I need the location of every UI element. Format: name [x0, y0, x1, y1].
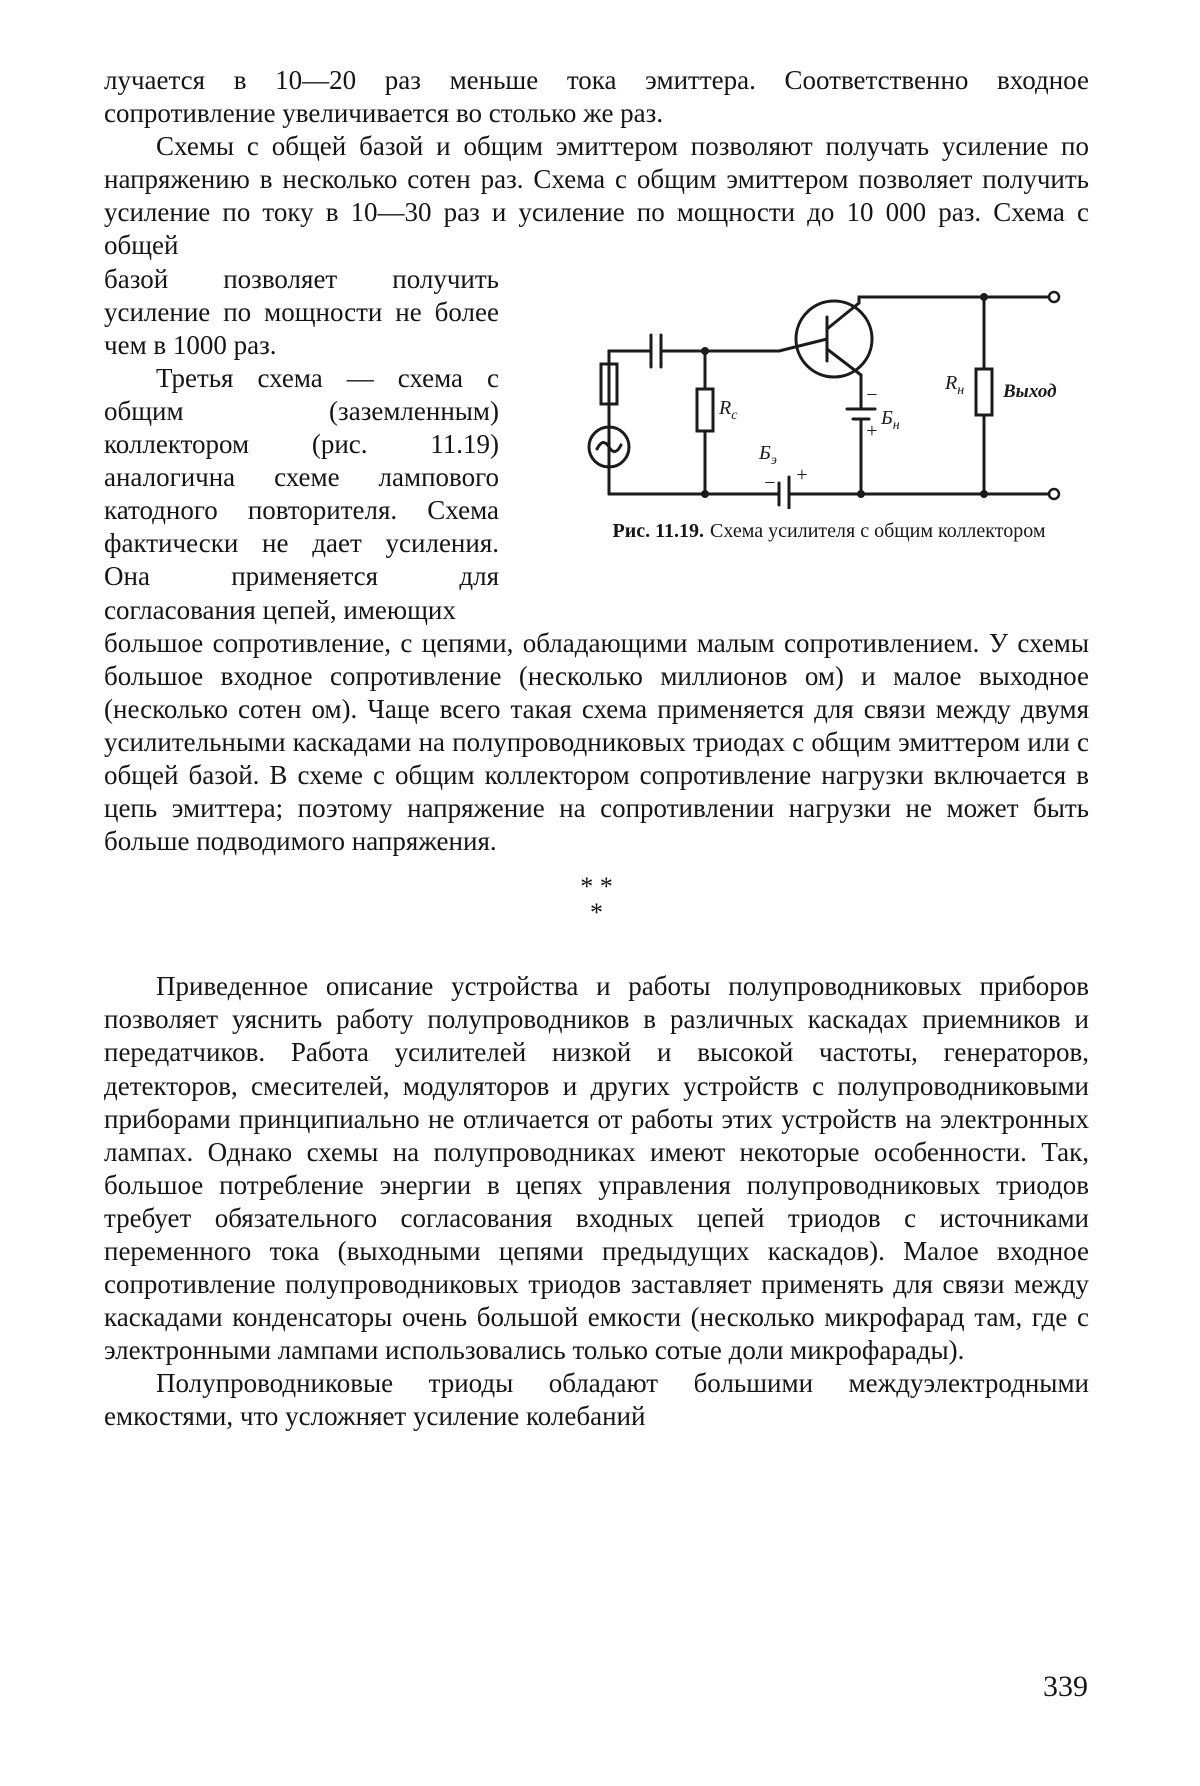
svg-text:+: + [795, 463, 809, 486]
paragraph-continuation: лучается в 10—20 раз меньше тока эмиттера. Соответственно входное сопротивление увеличивается во столько же раз. [104, 65, 1089, 129]
resistor-rc [697, 389, 713, 431]
page-text [104, 64, 1089, 1434]
caption-number: Рис. 11.19. [612, 519, 705, 542]
paragraph-circuit-gains: Схемы с общей базой и общим эмиттером позволяют получать усиление по напряжению в несколько сотен раз. Схема с общим эмиттером позволяет получить усиление по току в 10—30 раз и усиление по мощности до 10 000 раз. Схема с общей [104, 131, 1089, 261]
caption-text: Схема усилителя с общим коллектором [710, 519, 1046, 542]
paragraph-common-collector-start: Третья схема — схема с общим (заземленным) коллектором (рис. 11.19) аналогична схеме лампового катодного повторителя. Схема фактически не дает усиления. Она применяется для согласования цепей, имеющих [104, 362, 499, 625]
transistor-symbol [796, 301, 872, 377]
paragraph-common-collector-end: большое сопротивление, с цепями, обладающими малым сопротивлением. У схемы большое входное сопротивление (несколько миллионов ом) и малое выходное (несколько сотен ом). Чаще всего такая схема применяется для связи между двумя усилительными каскадами на полупроводниковых триодах с общим эмиттером или с общей базой. В схеме с общим коллектором сопротивление нагрузки включается в цепь эмиттера; поэтому напряжение на сопротивлении нагрузки не может быть больше подводимого напряжения. [104, 627, 1089, 857]
section-separator: * * * [580, 872, 613, 928]
label-output: Выход [1003, 380, 1057, 402]
svg-text:−: − [865, 383, 879, 406]
page-number: 339 [1043, 1670, 1088, 1703]
input-left-wire [609, 351, 639, 494]
svg-text:+: + [865, 419, 879, 442]
resistor-rn [976, 369, 992, 415]
paragraph-common-base-power: базой позволяет получить усиление по мощности не более чем в 1000 раз. [104, 263, 499, 360]
svg-text:−: − [763, 471, 777, 494]
common-collector-circuit-diagram [569, 269, 1089, 509]
wrapped-text-column [104, 263, 499, 627]
collector-top-wire [859, 297, 1049, 303]
label-rc: $R_c$ [719, 396, 738, 423]
label-rn: $R_н$ [945, 371, 965, 398]
paragraph-interelectrode-capacitance: Полупроводниковые триоды обладают большими междуэлектродными емкостями, что усложняет усиление колебаний [104, 1368, 1089, 1432]
figure-11-19 [569, 269, 1089, 543]
label-be: $Б_э$ [759, 441, 777, 468]
paragraph-semiconductor-features: Приведенное описание устройства и работы полупроводниковых приборов позволяет уяснить работу полупроводников в различных каскадах приемников и передатчиков. Работа усилителей низкой и высокой частоты, генераторов, детекторов, смесителей, модуляторов и других устройств с полупроводниковыми приборами принципиально не отличается от работы этих устройств на электронных лампах. Однако схемы на полупроводниках имеют некоторые особенности. Так, большое потребление энергии в цепях управления полупроводниковых триодов требует обязательного согласования входных цепей триодов с источниками переменного тока (выходными цепями предыдущих каскадов). Малое входное сопротивление полупроводниковых триодов заставляет применять для связи между каскадами конденсаторы очень большой емкости (несколько микрофарад там, где с электронными лампами использовались только сотые доли микрофарады). [104, 971, 1089, 1366]
figure-caption [569, 519, 1089, 543]
label-bn: $Б_н$ [881, 406, 900, 433]
